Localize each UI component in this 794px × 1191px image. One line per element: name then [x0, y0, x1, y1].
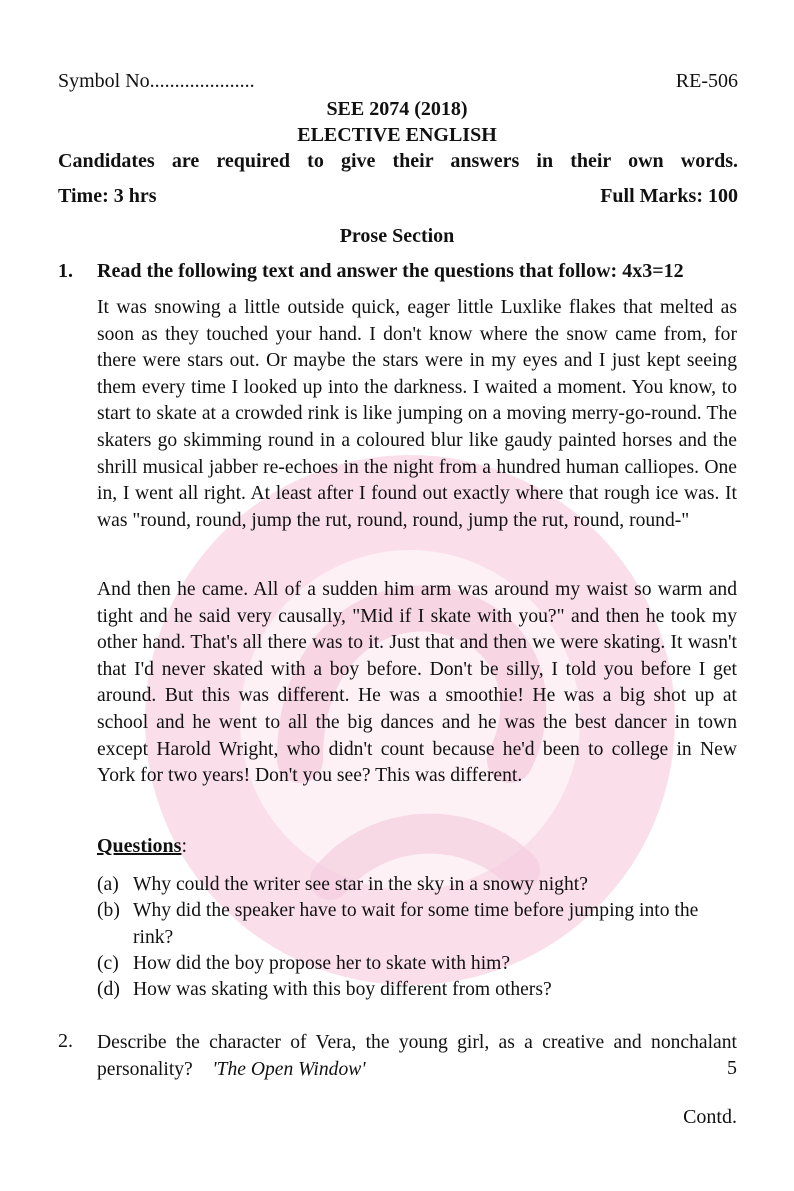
passage-paragraph-2: And then he came. All of a sudden him arm was around my waist so warm and tight and he said very causally, "Mid if I skate with you?" and then he took my other hand. That's all there was to it. Just that and then we were skating. It wasn't that I'd never skated with a boy before. Don't be silly, I told you before I get around. But this was different. He was a smoothie! He was a big shot up at school and he went to all the big dances and he was the best dancer in town except Harold Wright, who didn't count because he'd been to college in New York for two years! Don't you see? This was different.	[97, 579, 737, 787]
question-1-number: 1.	[58, 260, 73, 282]
paper-code: RE-506	[675, 70, 738, 92]
continued-note: Contd.	[683, 1106, 737, 1128]
question-item	[97, 872, 737, 899]
question-label: (b)	[97, 900, 120, 921]
time-allowed: Time: 3 hrs	[58, 185, 157, 207]
question-item	[97, 951, 737, 978]
exam-title: SEE 2074 (2018)	[326, 98, 468, 120]
question-label: (a)	[97, 874, 119, 895]
header-row-top	[58, 70, 738, 93]
instruction-text: Candidates are required to give their answers in their own words.	[58, 150, 738, 172]
section-title: Prose Section	[339, 225, 455, 247]
question-label: (d)	[97, 979, 120, 1000]
question-2-number: 2.	[58, 1030, 73, 1052]
question-text: How was skating with this boy different from others?	[133, 979, 552, 1000]
subject-title: ELECTIVE ENGLISH	[297, 124, 497, 146]
question-item	[97, 898, 737, 951]
question-text: Why did the speaker have to wait for some time before jumping into the rink?	[133, 900, 699, 948]
question-label: (c)	[97, 953, 119, 974]
question-2-marks: 5	[727, 1057, 737, 1079]
question-1-prompt: Read the following text and answer the questions that follow: 4x3=12	[97, 260, 684, 282]
questions-heading: Questions:	[97, 835, 188, 857]
question-item	[97, 977, 737, 1004]
header-row-time	[58, 185, 738, 208]
question-2-body: Describe the character of Vera, the young girl, as a creative and nonchalant personality?	[97, 1032, 737, 1080]
question-2-source: 'The Open Window'	[212, 1058, 366, 1080]
symbol-number: Symbol No.....................	[58, 70, 255, 92]
question-text: Why could the writer see star in the sky in a snowy night?	[133, 874, 588, 895]
full-marks: Full Marks: 100	[600, 185, 738, 207]
question-2-text	[97, 1030, 737, 1083]
question-text: How did the boy propose her to skate with him?	[133, 953, 511, 974]
passage-paragraph-1: It was snowing a little outside quick, eager little Luxlike flakes that melted as soon as they touched your hand. I don't know where the snow came from, for there were stars out. Or maybe the stars were in my eyes and I just kept seeing them every time I looked up into the darkness. I waited a moment. You know, to start to skate at a crowded rink is like jumping on a moving merry-go-round. The skaters go skimming round in a coloured blur like gaudy painted horses and the shrill musical jabber re-echoes in the night from a hundred human calliopes. One in, I went all right. At least after I found out exactly where that rough ice was. It was "round, round, jump the rut, round, round, jump the rut, round, round-"	[97, 297, 737, 531]
